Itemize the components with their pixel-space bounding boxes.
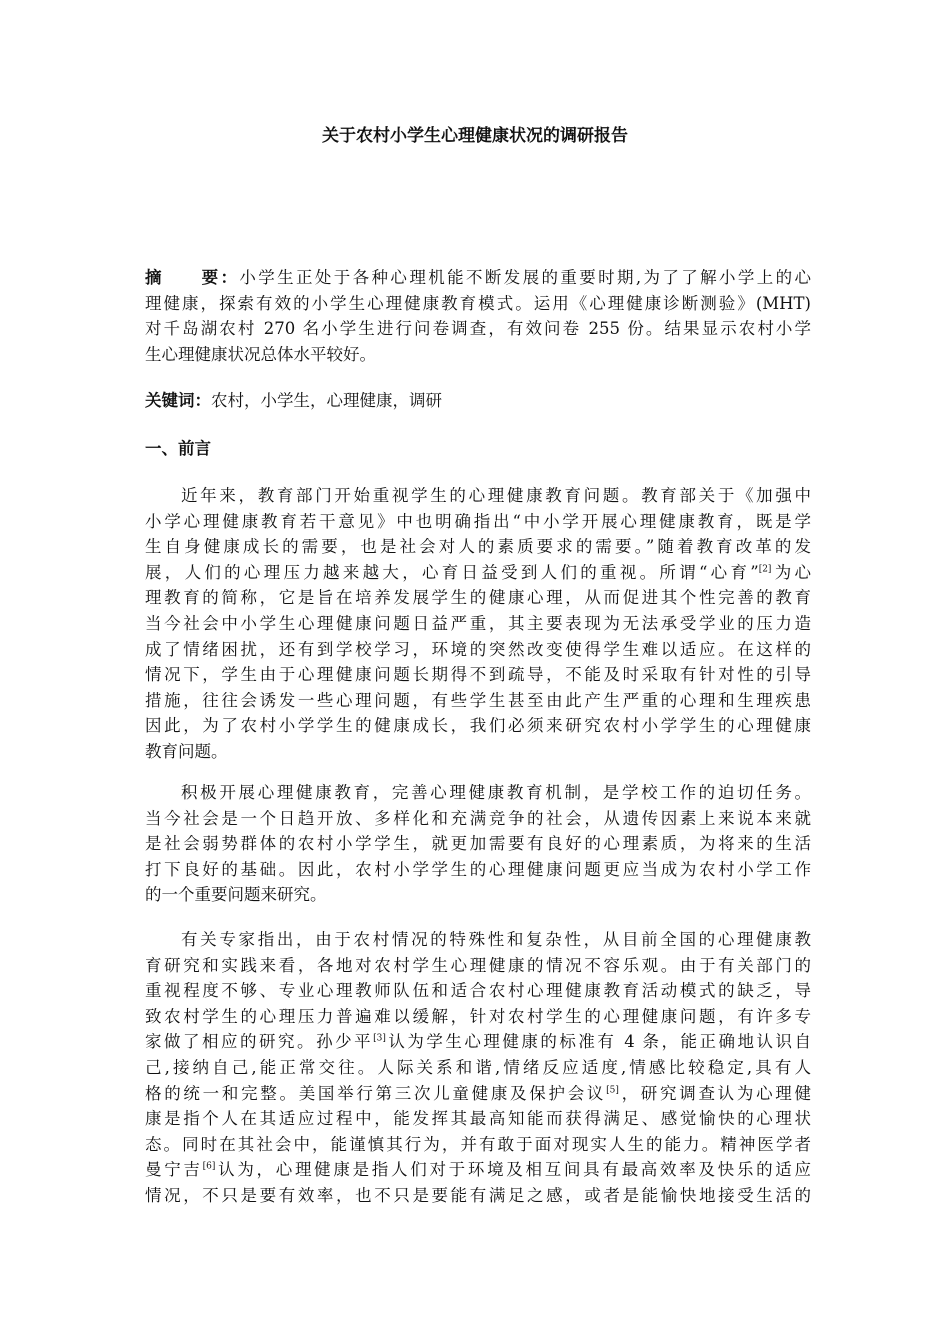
keywords-line: [145, 388, 811, 414]
abstract-line-4: 生心理健康状况总体水平较好。: [145, 344, 376, 364]
keywords-text: 农村，小学生，心理健康，调研: [211, 391, 442, 410]
abstract: [145, 265, 811, 367]
paragraph-line: 己,接纳自己,能正常交往。人际关系和谐,情绪反应适度,情感比较稳定,具有人: [145, 1057, 811, 1077]
keywords: [145, 388, 811, 414]
citation-ref: [6]: [202, 1161, 216, 1172]
paragraph-line: 曼宁吉[6]认为，心理健康是指人们对于环境及相互间具有最高效率及快乐的适应: [145, 1160, 812, 1180]
paragraph-line: 情况下，学生由于心理健康问题长期得不到疏导，不能及时采取有针对性的引导: [145, 665, 811, 685]
paragraph-line: 的一个重要问题来研究。: [145, 885, 327, 905]
paragraph-line: 致农村学生的心理压力普遍难以缓解，针对农村学生的心理健康问题，有许多专: [145, 1006, 811, 1026]
keywords-label: 关键词：: [145, 391, 211, 410]
paragraph-line: 重视程度不够、专业心理教师队伍和适合农村心理健康教育活动模式的缺乏，导: [145, 981, 811, 1001]
paragraph-line: 家做了相应的研究。孙少平[3]认为学生心理健康的标准有 4 条，能正确地认识自: [145, 1032, 811, 1052]
paragraph-2: [145, 780, 811, 908]
abstract-label: 摘 要：: [145, 268, 240, 287]
section-heading: 一、前言: [145, 439, 211, 458]
citation-ref: [3]: [373, 1033, 386, 1044]
paragraph-line: 育研究和实践来看，各地对农村学生心理健康的情况不容乐观。由于有关部门的: [145, 955, 811, 975]
paragraph-line: 小学心理健康教育若干意见》中也明确指出“中小学开展心理健康教育，既是学: [145, 511, 811, 531]
paragraph-line: 当今社会中小学生心理健康问题日益严重，其主要表现为无法承受学业的压力造: [145, 613, 811, 633]
paragraph-line: 近年来，教育部门开始重视学生的心理健康教育问题。教育部关于《加强中: [181, 486, 811, 505]
paragraph-line: 情况，不只是要有效率，也不只是要能有满足之感，或者是能愉快地接受生活的: [145, 1185, 811, 1205]
paragraph-line: 理教育的简称，它是旨在培养发展学生的健康心理，从而促进其个性完善的教育: [145, 588, 811, 608]
paragraph-line: 当今社会是一个日趋开放、多样化和充满竞争的社会，从遗传因素上来说本来就: [145, 808, 811, 828]
abstract-line-1: 摘 要：小学生正处于各种心理机能不断发展的重要时期,为了了解小学上的心: [145, 268, 812, 287]
paragraph-1: [145, 483, 811, 765]
paragraph-line: 展，人们的心理压力越来越大，心育日益受到人们的重视。所谓“心育”[2]为心: [145, 562, 812, 582]
paragraph-3: [145, 927, 811, 1209]
citation-ref: [2]: [758, 564, 772, 575]
paragraph-line: 因此，为了农村小学学生的健康成长，我们必须来研究农村小学学生的心理健康: [145, 716, 811, 736]
document-title: 关于农村小学生心理健康状况的调研报告: [322, 126, 628, 146]
paragraph-line: 教育问题。: [145, 741, 228, 761]
citation-ref: [5]: [606, 1085, 619, 1096]
paragraph-line: 生自身健康成长的需要，也是社会对人的素质要求的需要。”随着教育改革的发: [145, 537, 811, 557]
abstract-line-3: 对千岛湖农村 270 名小学生进行问卷调查，有效问卷 255 份。结果显示农村小学: [145, 319, 811, 339]
paragraph-line: 有关专家指出，由于农村情况的特殊性和复杂性，从目前全国的心理健康教: [181, 930, 811, 949]
paragraph-line: 是社会弱势群体的农村小学学生，就更加需要有良好的心理素质，为将来的生活: [145, 834, 811, 854]
paragraph-line: 措施，往往会诱发一些心理问题，有些学生甚至由此产生严重的心理和生理疾患: [145, 690, 811, 710]
paragraph-line: 格的统一和完整。美国举行第三次儿童健康及保护会议[5]，研究调查认为心理健: [145, 1083, 812, 1103]
paragraph-line: 成了情绪困扰，还有到学校学习，环境的突然改变使得学生难以适应。在这样的: [145, 639, 811, 659]
paragraph-line: 态。同时在其社会中，能谨慎其行为，并有敢于面对现实人生的能力。精神医学者: [145, 1134, 811, 1154]
paragraph-line: 打下良好的基础。因此，农村小学学生的心理健康问题更应当成为农村小学工作: [145, 859, 811, 879]
paragraph-line: 康是指个人在其适应过程中，能发挥其最高知能而获得满足、感觉愉快的心理状: [145, 1109, 811, 1129]
abstract-line-2: 理健康，探索有效的小学生心理健康教育模式。运用《心理健康诊断测验》(MHT): [145, 293, 811, 313]
paragraph-line: 积极开展心理健康教育，完善心理健康教育机制，是学校工作的迫切任务。: [181, 783, 811, 802]
